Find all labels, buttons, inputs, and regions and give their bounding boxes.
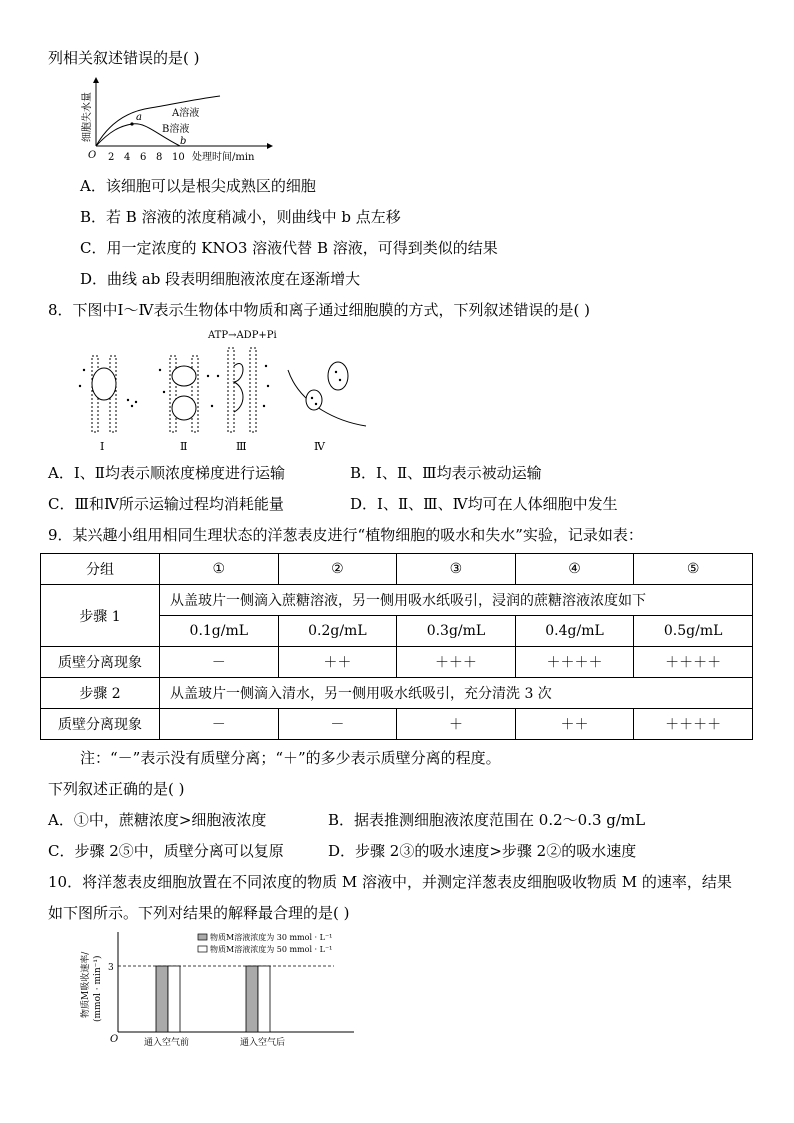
row2-label: 质壁分离现象 (41, 709, 160, 740)
fig2-label: Ⅳ (314, 440, 325, 453)
table-cell: ＋＋＋ (397, 647, 516, 678)
fig1-tick: 4 (124, 152, 131, 163)
table-cell: 0.3g/mL (397, 616, 516, 647)
legend-swatch-50 (198, 946, 207, 952)
q8-stem: 8．下图中Ⅰ～Ⅳ表示生物体中物质和离子通过细胞膜的方式，下列叙述错误的是( ) (48, 301, 590, 319)
fig3-category: 通入空气后 (240, 1038, 286, 1048)
table-cell: ＋＋＋＋ (515, 647, 634, 678)
fig3-category: 通入空气前 (144, 1038, 190, 1048)
fig2-label: Ⅲ (236, 440, 247, 453)
q10-stem-line1: 10．将洋葱表皮细胞放置在不同浓度的物质 M 溶液中，并测定洋葱表皮细胞吸收物质 M 的速率，结果 (48, 873, 732, 891)
fig1-tick: 6 (140, 152, 147, 163)
fig3-origin: O (110, 1034, 119, 1045)
table-header: ④ (515, 554, 634, 585)
curve-a-label: A溶液 (172, 108, 200, 119)
step2-text: 从盖玻片一侧滴入清水，另一侧用吸水纸吸引，充分清洗 3 次 (160, 678, 753, 709)
transport-ii (159, 356, 213, 432)
fig1-tick: 2 (108, 152, 115, 163)
table-header: ⑤ (634, 554, 753, 585)
step1-label: 步骤 1 (41, 585, 160, 647)
experiment-table (40, 553, 753, 740)
table-cell: － (278, 709, 397, 740)
q6-option-d: D．曲线 ab 段表明细胞液浓度在逐渐增大 (80, 270, 361, 288)
table-cell: ＋＋＋＋ (634, 647, 753, 678)
curve-b-label: B溶液 (162, 124, 190, 135)
q6-option-a: A．该细胞可以是根尖成熟区的细胞 (80, 177, 316, 195)
table-cell: ＋＋ (515, 709, 634, 740)
bar (156, 966, 168, 1032)
fig3-ytick: 3 (108, 963, 114, 973)
step1-text: 从盖玻片一侧滴入蔗糖溶液，另一侧用吸水纸吸引，浸润的蔗糖溶液浓度如下 (160, 585, 753, 616)
table-cell: － (160, 709, 279, 740)
absorption-bar-chart (74, 928, 374, 1050)
q9-ask: 下列叙述正确的是( ) (48, 780, 185, 798)
bar (258, 966, 270, 1032)
table-row (41, 678, 753, 709)
q9-stem: 9．某兴趣小组用相同生理状态的洋葱表皮进行“植物细胞的吸水和失水”实验，记录如表： (48, 526, 643, 544)
q6-option-b: B．若 B 溶液的浓度稍减小，则曲线中 b 点左移 (80, 208, 401, 226)
atp-label: ATP→ADP+Pi (208, 330, 277, 341)
point-a-label: a (136, 112, 142, 123)
bar (246, 966, 258, 1032)
fig1-xlabel: 处理时间/min (192, 152, 255, 163)
curve-a (96, 96, 220, 146)
q9-option-a: A．①中，蔗糖浓度>细胞液浓度 (48, 811, 267, 829)
table-row (41, 585, 753, 616)
bar (168, 966, 180, 1032)
legend-label-50: 物质M溶液浓度为 50 mmol · L⁻¹ (210, 945, 333, 954)
point-b-label: b (180, 136, 187, 147)
table-row (41, 709, 753, 740)
fig1-tick: 8 (156, 152, 163, 163)
q8-option-a: A．Ⅰ、Ⅱ均表示顺浓度梯度进行运输 (48, 464, 285, 482)
q9-option-b: B．据表推测细胞液浓度范围在 0.2～0.3 g/mL (328, 811, 646, 829)
q6-option-c: C．用一定浓度的 KNO3 溶液代替 B 溶液，可得到类似的结果 (80, 239, 498, 257)
step2-label: 步骤 2 (41, 678, 160, 709)
legend-label-30: 物质M溶液浓度为 30 mmol · L⁻¹ (210, 933, 333, 942)
table-cell: ＋＋ (278, 647, 397, 678)
table-header: 分组 (41, 554, 160, 585)
q8-option-d: D．Ⅰ、Ⅱ、Ⅲ、Ⅳ均可在人体细胞中发生 (350, 495, 618, 513)
table-cell: ＋ (397, 709, 516, 740)
table-cell: ＋＋＋＋ (634, 709, 753, 740)
membrane-transport-figure (70, 326, 370, 456)
row1-label: 质壁分离现象 (41, 647, 160, 678)
table-cell: 0.1g/mL (160, 616, 279, 647)
fig3-ylabel-1: 物质M吸收速率/ (81, 951, 91, 1018)
table-cell: 0.5g/mL (634, 616, 753, 647)
fig3-ylabel-2: (mmol · min⁻¹) (93, 955, 103, 1022)
q10-stem-line2: 如下图所示。下列对结果的解释最合理的是( ) (48, 904, 350, 922)
table-cell: － (160, 647, 279, 678)
transport-iv (288, 362, 366, 426)
q8-option-b: B．Ⅰ、Ⅱ、Ⅲ均表示被动运输 (350, 464, 542, 482)
table-header: ② (278, 554, 397, 585)
table-cell: 0.2g/mL (278, 616, 397, 647)
q8-option-c: C．Ⅲ和Ⅳ所示运输过程均消耗能量 (48, 495, 284, 513)
q9-option-d: D．步骤 2③的吸水速度>步骤 2②的吸水速度 (328, 842, 637, 860)
q9-option-c: C．步骤 2⑤中，质壁分离可以复原 (48, 842, 284, 860)
transport-i (79, 356, 137, 432)
legend-swatch-30 (198, 934, 207, 940)
fig1-tick: 10 (172, 152, 185, 163)
transport-iii (217, 348, 269, 432)
table-header: ① (160, 554, 279, 585)
table-cell: 0.4g/mL (515, 616, 634, 647)
table-header: ③ (397, 554, 516, 585)
q9-note: 注：“－”表示没有质壁分离；“＋”的多少表示质壁分离的程度。 (80, 749, 501, 767)
q6-stem-tail: 列相关叙述错误的是( ) (48, 49, 200, 67)
table-row (41, 554, 753, 585)
water-loss-chart (80, 76, 280, 168)
fig2-label: Ⅰ (100, 440, 105, 453)
table-row (41, 647, 753, 678)
fig1-ylabel: 细胞失水量 (82, 92, 93, 142)
fig1-origin: O (88, 150, 97, 161)
fig2-label: Ⅱ (180, 440, 188, 453)
